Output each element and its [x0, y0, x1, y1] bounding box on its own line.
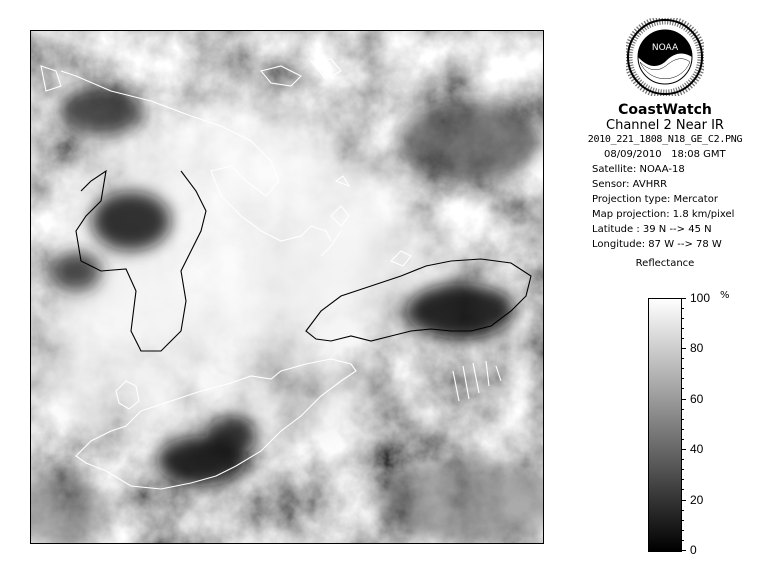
colorbar-minor-tick	[681, 459, 684, 460]
colorbar-tick-label: 40	[690, 442, 704, 456]
colorbar-minor-tick	[681, 429, 684, 430]
colorbar-minor-tick	[681, 520, 684, 521]
longitude-range: Longitude: 87 W --> 78 W	[592, 239, 722, 250]
colorbar-minor-tick	[681, 318, 684, 319]
satellite-image	[30, 30, 544, 544]
colorbar	[648, 298, 682, 552]
colorbar-minor-tick	[681, 308, 684, 309]
colorbar-unit: %	[720, 290, 730, 301]
projection-type: Projection type: Mercator	[592, 194, 718, 205]
colorbar-tick	[681, 500, 686, 501]
latitude-range: Latitude : 39 N --> 45 N	[592, 224, 712, 235]
date: 08/09/2010	[604, 149, 662, 160]
colorbar-tick-label: 100	[690, 291, 711, 305]
colorbar-minor-tick	[681, 530, 684, 531]
colorbar-minor-tick	[681, 368, 684, 369]
reflectance-map	[31, 31, 543, 543]
colorbar-minor-tick	[681, 378, 684, 379]
noaa-logo-text: NOAA	[651, 43, 679, 53]
colorbar-minor-tick	[681, 388, 684, 389]
channel-label: Channel 2 Near IR	[606, 118, 724, 133]
colorbar-tick	[681, 348, 686, 349]
map-projection: Map projection: 1.8 km/pixel	[592, 209, 735, 220]
legend-title: Reflectance	[635, 258, 695, 269]
colorbar-tick-label: 80	[690, 341, 704, 355]
colorbar-minor-tick	[681, 409, 684, 410]
metadata-block	[560, 147, 770, 252]
colorbar-tick-label: 0	[690, 543, 697, 557]
colorbar-minor-tick	[681, 338, 684, 339]
colorbar-minor-tick	[681, 469, 684, 470]
time: 18:08 GMT	[671, 149, 726, 160]
colorbar-tick	[681, 550, 686, 551]
colorbar-minor-tick	[681, 439, 684, 440]
colorbar-tick	[681, 399, 686, 400]
datetime-line	[592, 147, 770, 162]
colorbar-minor-tick	[681, 419, 684, 420]
colorbar-tick	[681, 298, 686, 299]
info-panel	[560, 18, 770, 269]
filename: 2010_221_1808_N18_GE_C2.PNG	[587, 134, 743, 145]
colorbar-tick	[681, 449, 686, 450]
colorbar-minor-tick	[681, 358, 684, 359]
colorbar-minor-tick	[681, 510, 684, 511]
colorbar-minor-tick	[681, 489, 684, 490]
sensor: Sensor: AVHRR	[592, 179, 668, 190]
colorbar-minor-tick	[681, 540, 684, 541]
colorbar-tick-label: 60	[690, 392, 704, 406]
satellite: Satellite: NOAA-18	[592, 164, 685, 175]
colorbar-tick-label: 20	[690, 493, 704, 507]
brand-title: CoastWatch	[618, 102, 712, 118]
noaa-logo	[626, 18, 704, 96]
colorbar-minor-tick	[681, 479, 684, 480]
colorbar-minor-tick	[681, 328, 684, 329]
